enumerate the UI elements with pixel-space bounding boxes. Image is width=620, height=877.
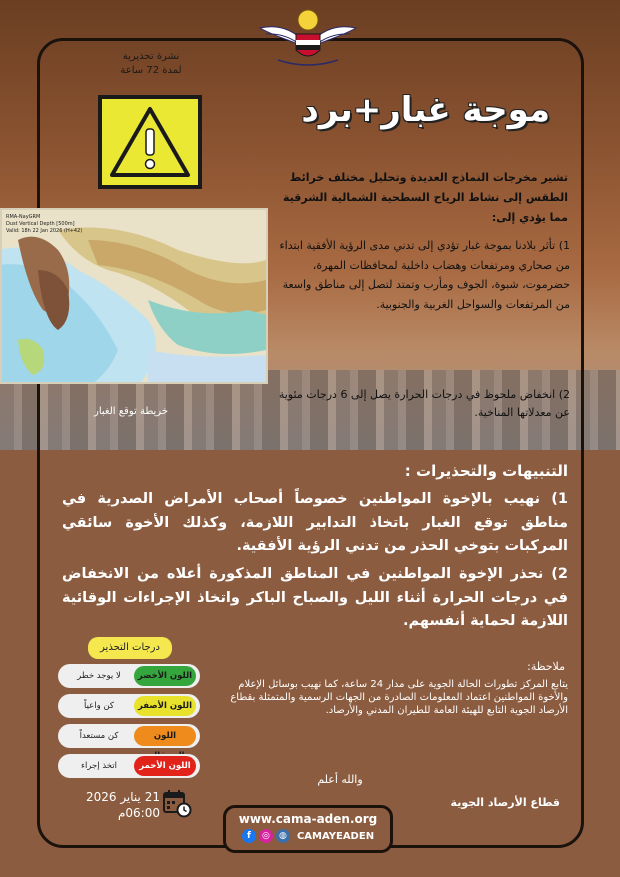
- instagram-icon[interactable]: ◎: [259, 829, 273, 843]
- issue-date: 21 يناير 2026: [85, 790, 160, 804]
- issuing-sector: قطاع الأرصاد الجوية: [450, 796, 560, 809]
- warning-triangle-icon: [108, 105, 192, 179]
- legend-row-yellow: [58, 694, 200, 718]
- notes-title: ملاحظة:: [527, 660, 565, 673]
- authority-logo: [258, 6, 358, 72]
- issue-datetime: [60, 789, 160, 821]
- calendar-clock-icon: [162, 788, 192, 818]
- legend-meaning-yellow: كن واعياً: [84, 701, 114, 711]
- map-header: RMA-NayGRM Dust Vertical Depth [500m] Valid: 18h 22 Jan 2026 (H+42): [6, 214, 83, 234]
- footer-contact-box: [223, 805, 393, 853]
- legend-row-orange: [58, 724, 200, 748]
- website-link[interactable]: www.cama-aden.org: [238, 812, 378, 826]
- warnings-title: التنبيهات والتحذيرات :: [404, 462, 568, 480]
- forecast-point-2: 2) انخفاض ملحوظ في درجات الحرارة يصل إلى 6 درجات مئوية عن معدلاتها المناخية.: [278, 388, 570, 419]
- legend-title: درجات التحذير: [88, 637, 172, 659]
- legend-row-green: [58, 664, 200, 688]
- legend-meaning-red: اتخذ إجراء: [80, 761, 118, 771]
- warning-item-1: 1) نهيب بالإخوة المواطنين خصوصاً أصحاب الأمراض الصدرية في مناطق توقع الغبار باتخاذ التدابير اللازمة، وكذلك الأخوة سائقي المركبات بتوخي الحذر من تدني الرؤية الأفقية.: [62, 491, 568, 554]
- legend-swatch-red: اللون الأحمر: [134, 756, 196, 776]
- dust-forecast-map: [0, 208, 268, 384]
- facebook-icon[interactable]: f: [242, 829, 256, 843]
- issue-time: 06:00م: [117, 806, 160, 820]
- legend-swatch-orange: اللون: [134, 726, 196, 746]
- legend-swatch-green: اللون الأخضر: [134, 666, 196, 686]
- globe-icon[interactable]: ◍: [276, 829, 290, 843]
- closing-phrase: والله أعلم: [317, 773, 363, 786]
- map-graphic: [0, 210, 266, 384]
- warning-item-2: 2) نحذر الإخوة المواطنين في المناطق المذكورة أعلاه من الانخفاض في درجات الحرارة أثناء الليل والصباح الباكر واتخاذ الإجراءات الوقائية اللازمة لحماية أنفسهم.: [62, 566, 568, 629]
- advisory-duration: نشرة تحذيرية لمدة 72 ساعة: [120, 51, 182, 76]
- legend-meaning-orange: كن مستعداً: [79, 731, 119, 741]
- notes-text: يتابع المركز تطورات الحالة الجوية على مدار 24 ساعة، كما نهيب بوسائل الإعلام والأخوة المواطنين اعتماد المعلومات الصادرة من الجهات الرسمية والمتمثلة بقطاع الأرصاد الجوية التابع للهيئة العامة للطيران المدني والأرصاد.: [230, 679, 568, 716]
- forecast-point-1: 1) تأثر بلادنا بموجة غبار تؤدي إلى تدني مدى الرؤية الأفقية ابتداء من صحاري ومرتفعات وهضاب داخلية لمحافظات المهرة، حضرموت، شبوة، الجوف ومأرب وتمتد لتصل إلى مناطق واسعة من المرتفعات والسواحل الغربية والجنوبية.: [279, 239, 570, 311]
- legend-meaning-green: لا يوجد خطر: [77, 671, 121, 681]
- legend-row-red: [58, 754, 200, 778]
- page-title: موجة غبار+برد: [301, 90, 550, 130]
- social-row: [226, 829, 390, 843]
- intro-text: تشير مخرجات النماذج العديدة وتحليل مختلف خرائط الطقس إلى نشاط الرياح السطحية الشمالية الشرقية مما يؤدي إلى:: [283, 171, 568, 224]
- legend-swatch-yellow: اللون الأصفر: [134, 696, 196, 716]
- map-caption: خريطة توقع الغبار: [94, 406, 168, 417]
- social-handle: CAMAYEADEN: [296, 830, 375, 842]
- warning-sign-box: [98, 95, 202, 189]
